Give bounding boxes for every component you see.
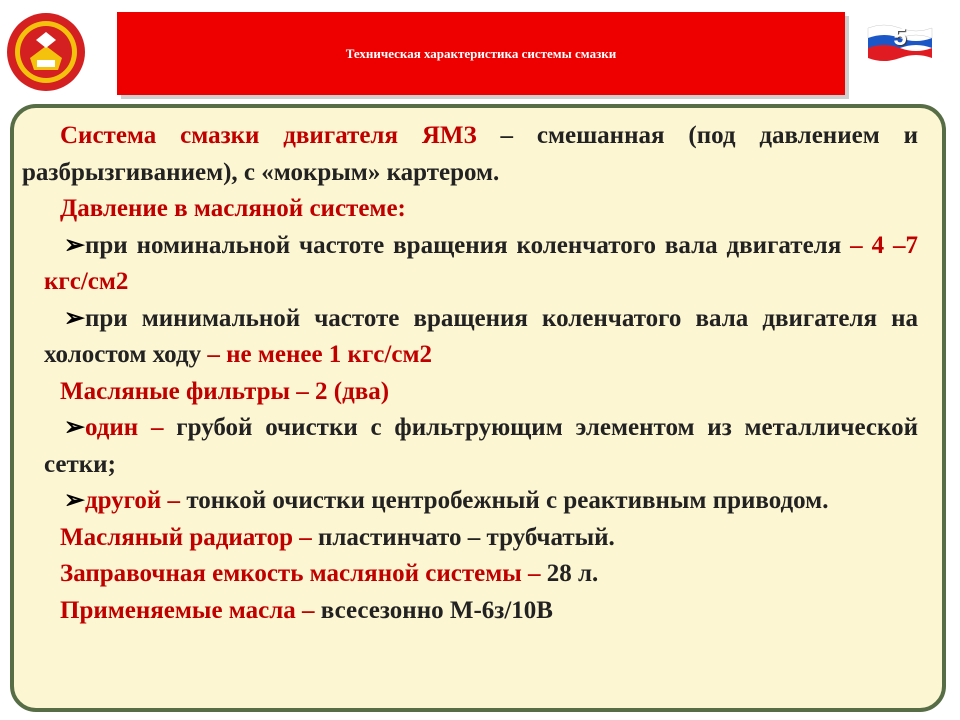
fill-capacity bbox=[22, 556, 918, 593]
pressure-nominal-text: при номинальной частоте вращения коленчатого вала двигателя bbox=[84, 231, 842, 259]
arrow-bullet-icon: ➢ bbox=[64, 414, 85, 441]
title-banner bbox=[117, 12, 845, 95]
paragraph-lubrication-system bbox=[22, 118, 918, 191]
pressure-nominal-value: – 4 –7 кгс/см2 bbox=[44, 231, 918, 295]
oils-used bbox=[22, 593, 918, 630]
oils-used-label: Применяемые масла – bbox=[60, 596, 315, 624]
filter-coarse-label: один – bbox=[84, 414, 164, 441]
fill-capacity-value: 28 л. bbox=[540, 560, 599, 587]
pressure-minimal bbox=[22, 301, 918, 374]
pressure-heading: Давление в масляной системе: bbox=[60, 195, 406, 222]
filter-fine bbox=[22, 483, 918, 520]
filter-coarse-desc: грубой очистки с фильтрующим элементом из металлической сетки; bbox=[44, 414, 918, 478]
fill-capacity-label: Заправочная емкость масляной системы – bbox=[60, 560, 541, 587]
filter-fine-label: другой – bbox=[84, 487, 181, 514]
arrow-bullet-icon: ➢ bbox=[64, 487, 85, 514]
filter-fine-desc: тонкой очистки центробежный с реактивным приводом. bbox=[180, 487, 829, 514]
page-title: Техническая характеристика системы смазки bbox=[345, 45, 617, 61]
content-text bbox=[22, 118, 918, 629]
arrow-bullet-icon: ➢ bbox=[64, 231, 85, 259]
filter-coarse bbox=[22, 410, 918, 483]
lubrication-system-desc: – смешанная (под давлением и разбрызгиванием), с «мокрым» картером. bbox=[22, 122, 918, 186]
pressure-minimal-value: – не менее 1 кгс/см2 bbox=[201, 341, 432, 368]
military-department-logo bbox=[6, 12, 86, 92]
pressure-nominal bbox=[22, 228, 918, 301]
oil-filters-heading: Масляные фильтры – 2 (два) bbox=[60, 377, 390, 405]
oil-radiator-desc: пластинчато – трубчатый. bbox=[311, 523, 615, 551]
page-number: 5 bbox=[893, 24, 907, 51]
oil-radiator-label: Масляный радиатор – bbox=[60, 523, 312, 551]
lubrication-system-label: Система смазки двигателя ЯМЗ bbox=[60, 122, 477, 149]
oils-used-value: всесезонно М-6з/10В bbox=[314, 596, 553, 624]
pressure-minimal-text: при минимальной частоте вращения коленчатого вала двигателя на холостом ходу bbox=[44, 304, 918, 368]
oil-radiator bbox=[22, 520, 918, 557]
arrow-bullet-icon: ➢ bbox=[64, 304, 85, 332]
